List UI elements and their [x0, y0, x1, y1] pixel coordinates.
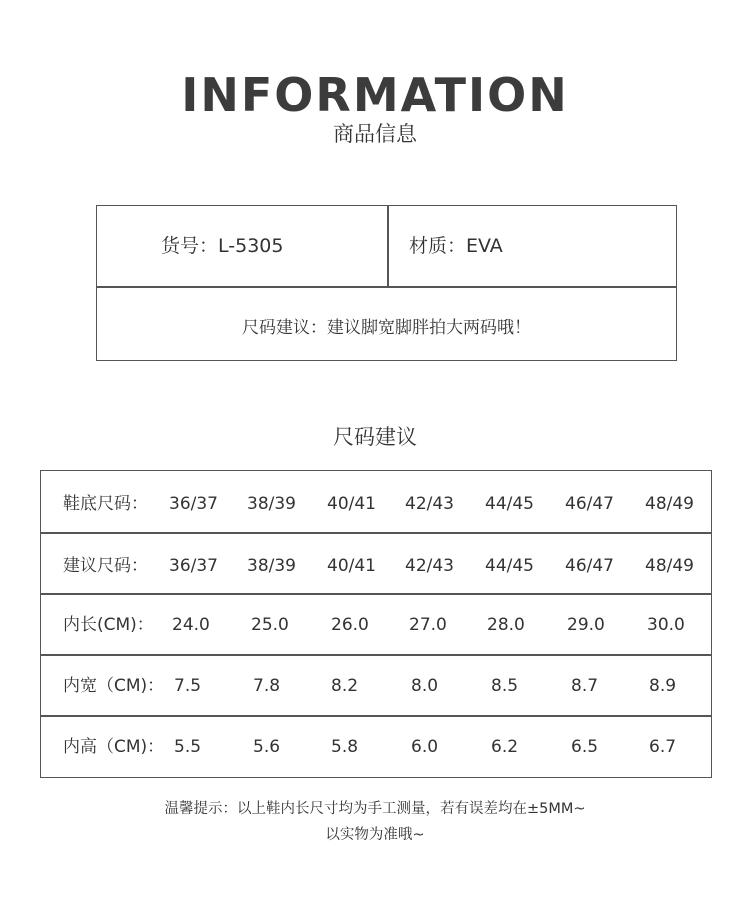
table-cell: 6.5 — [571, 737, 599, 757]
table-cell: 6.0 — [411, 737, 439, 757]
table-cell: 46/47 — [565, 494, 614, 514]
table-row — [41, 715, 711, 777]
table-cell: 38/39 — [247, 494, 296, 514]
table-cell: 8.9 — [649, 676, 677, 696]
footer-note-line1: 温馨提示：以上鞋内长尺寸均为手工测量，若有误差均在±5MM~ — [164, 801, 586, 817]
table-row — [41, 654, 711, 715]
info-divider-vertical — [387, 206, 389, 286]
row-label: 内高（CM)： — [63, 737, 165, 757]
table-cell: 7.5 — [174, 676, 202, 696]
row-label: 鞋底尺码： — [63, 494, 148, 514]
table-cell: 36/37 — [169, 494, 218, 514]
table-cell: 26.0 — [331, 615, 369, 635]
size-table — [40, 470, 712, 778]
page-title: INFORMATION — [181, 68, 569, 122]
table-cell: 8.2 — [331, 676, 359, 696]
row-label: 内长(CM)： — [63, 615, 154, 635]
row-label: 内宽（CM)： — [63, 676, 165, 696]
table-cell: 8.0 — [411, 676, 439, 696]
table-cell: 6.7 — [649, 737, 677, 757]
table-cell: 7.8 — [253, 676, 281, 696]
table-cell: 36/37 — [169, 556, 218, 576]
table-cell: 38/39 — [247, 556, 296, 576]
table-cell: 27.0 — [409, 615, 447, 635]
table-cell: 8.5 — [491, 676, 519, 696]
table-cell: 30.0 — [647, 615, 685, 635]
table-cell: 40/41 — [327, 494, 376, 514]
size-advice: 尺码建议：建议脚宽脚胖拍大两码哦！ — [242, 318, 531, 338]
table-cell: 44/45 — [485, 494, 534, 514]
table-cell: 28.0 — [487, 615, 525, 635]
table-cell: 6.2 — [491, 737, 519, 757]
table-cell: 42/43 — [405, 556, 454, 576]
table-cell: 5.6 — [253, 737, 281, 757]
table-cell: 29.0 — [567, 615, 605, 635]
table-cell: 5.5 — [174, 737, 202, 757]
item-number: 货号：L-5305 — [161, 235, 284, 257]
table-cell: 8.7 — [571, 676, 599, 696]
info-divider-horizontal — [97, 286, 676, 288]
table-row — [41, 471, 711, 532]
material: 材质：EVA — [409, 235, 503, 257]
product-info-box — [96, 205, 677, 361]
table-cell: 46/47 — [565, 556, 614, 576]
table-cell: 24.0 — [172, 615, 210, 635]
table-cell: 5.8 — [331, 737, 359, 757]
table-cell: 25.0 — [251, 615, 289, 635]
table-cell: 48/49 — [645, 556, 694, 576]
table-row — [41, 593, 711, 654]
table-cell: 42/43 — [405, 494, 454, 514]
size-section-title: 尺码建议 — [333, 425, 417, 449]
table-cell: 48/49 — [645, 494, 694, 514]
table-cell: 40/41 — [327, 556, 376, 576]
page-subtitle: 商品信息 — [333, 122, 417, 146]
row-label: 建议尺码： — [63, 556, 148, 576]
footer-note-line2: 以实物为准哦~ — [325, 827, 425, 843]
table-cell: 44/45 — [485, 556, 534, 576]
table-row — [41, 532, 711, 593]
